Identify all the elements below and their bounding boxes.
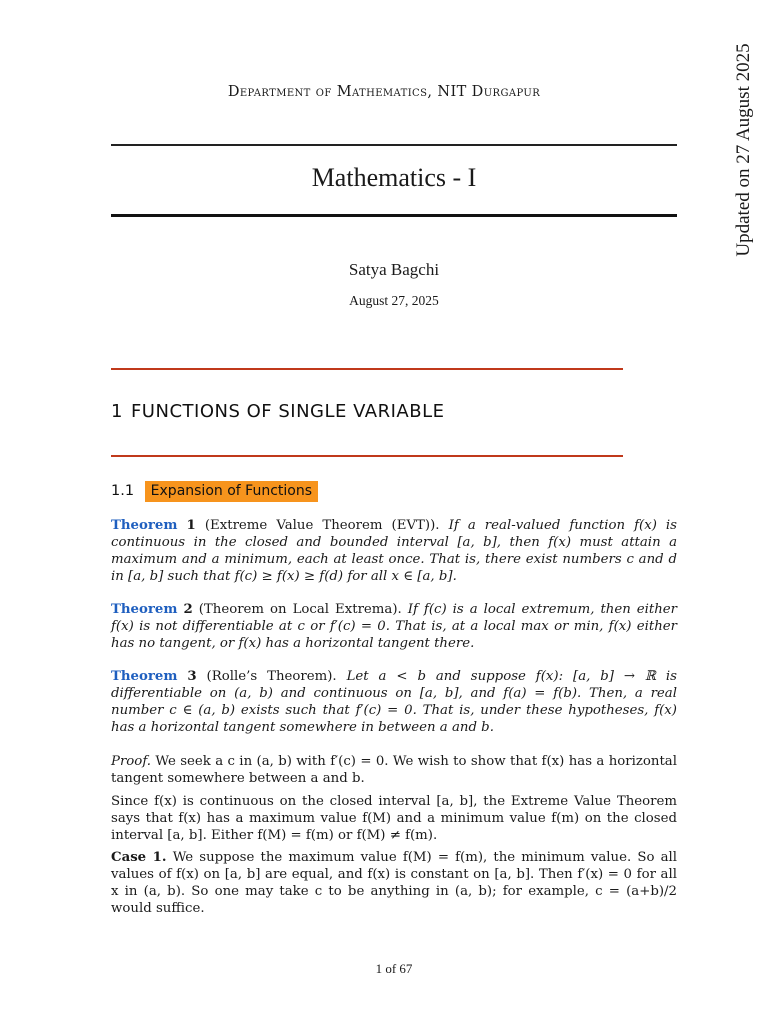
theorem-label: Theorem xyxy=(111,518,178,533)
subsection-number: 1.1 xyxy=(111,483,135,499)
proof-label: Proof. xyxy=(111,754,151,769)
subsection-heading xyxy=(111,483,318,499)
theorem-2 xyxy=(111,601,677,652)
theorem-1 xyxy=(111,517,677,585)
title-bottom-rule xyxy=(111,214,677,217)
theorem-body: Let a < b and suppose f(x): [a, b] → ℝ is differentiable on (a, b) and continuous on [a, b], and f(a) = f(b). Then, a real number c ∈ (a, b) exists such that f′(c) = 0. That is, under these hypotheses, f(x) has a horizontal tangent somewhere in between a and b. xyxy=(111,669,677,735)
proof-intro-text: We seek a c in (a, b) with f′(c) = 0. We wish to show that f(x) has a horizontal tangent somewhere between a and b. xyxy=(111,754,677,786)
section-heading xyxy=(111,401,444,422)
title-top-rule xyxy=(111,144,677,146)
proof-case-1 xyxy=(111,849,677,917)
theorem-label: Theorem xyxy=(111,669,178,684)
proof-intro xyxy=(111,753,677,787)
theorem-number: 1 xyxy=(186,518,196,533)
theorem-body: If f(c) is a local extremum, then either f(x) is not differentiable at c or f′(c) = 0. That is, at a local max or min, f(x) either has no tangent, or f(x) has a horizontal tangent there. xyxy=(111,602,678,651)
proof-evt-paragraph: Since f(x) is continuous on the closed interval [a, b], the Extreme Value Theorem says that f(x) has a maximum value f(M) and a minimum value f(m) on the closed interval [a, b]. Either f(M) = f(m) or f(M) ≠ f(m). xyxy=(111,794,677,843)
department-header: Department of Mathematics, NIT Durgapur xyxy=(227,84,541,100)
theorem-name: (Theorem on Local Extrema). xyxy=(198,602,402,617)
document-title: Mathematics - I xyxy=(311,163,477,192)
theorem-name: (Rolle’s Theorem). xyxy=(206,669,337,684)
theorem-number: 3 xyxy=(187,669,197,684)
author-name: Satya Bagchi xyxy=(348,260,440,279)
theorem-number: 2 xyxy=(183,602,193,617)
theorem-label: Theorem xyxy=(111,602,178,617)
section-top-rule xyxy=(111,368,623,370)
page-number: 1 of 67 xyxy=(375,961,413,976)
case-text: We suppose the maximum value f(M) = f(m), the minimum value. So all values of f(x) on [a, b] are equal, and f(x) is constant on [a, b]. Then f′(x) = 0 for all x in (a, b). So one may take c to be anything in (a, b); for example, c = (a+b)/2 would suffice. xyxy=(111,850,677,916)
document-date: August 27, 2025 xyxy=(349,293,439,308)
section-number: 1 xyxy=(111,401,123,422)
theorem-3 xyxy=(111,668,677,736)
section-bottom-rule xyxy=(111,455,623,457)
section-title: FUNCTIONS OF SINGLE VARIABLE xyxy=(130,401,445,422)
theorem-body: If a real-valued function f(x) is continuous in the closed and bounded interval [a, b], then f(x) must attain a maximum and a minimum, each at least once. That is, there exist numbers c and d in [a, b] such that f(c) ≥ f(x) ≥ f(d) for all x ∈ [a, b]. xyxy=(111,518,678,584)
theorem-name: (Extreme Value Theorem (EVT)). xyxy=(204,518,440,533)
subsection-title: Expansion of Functions xyxy=(145,481,318,502)
updated-side-note: Updated on 27 August 2025 xyxy=(733,43,754,257)
case-label: Case 1. xyxy=(111,850,167,865)
